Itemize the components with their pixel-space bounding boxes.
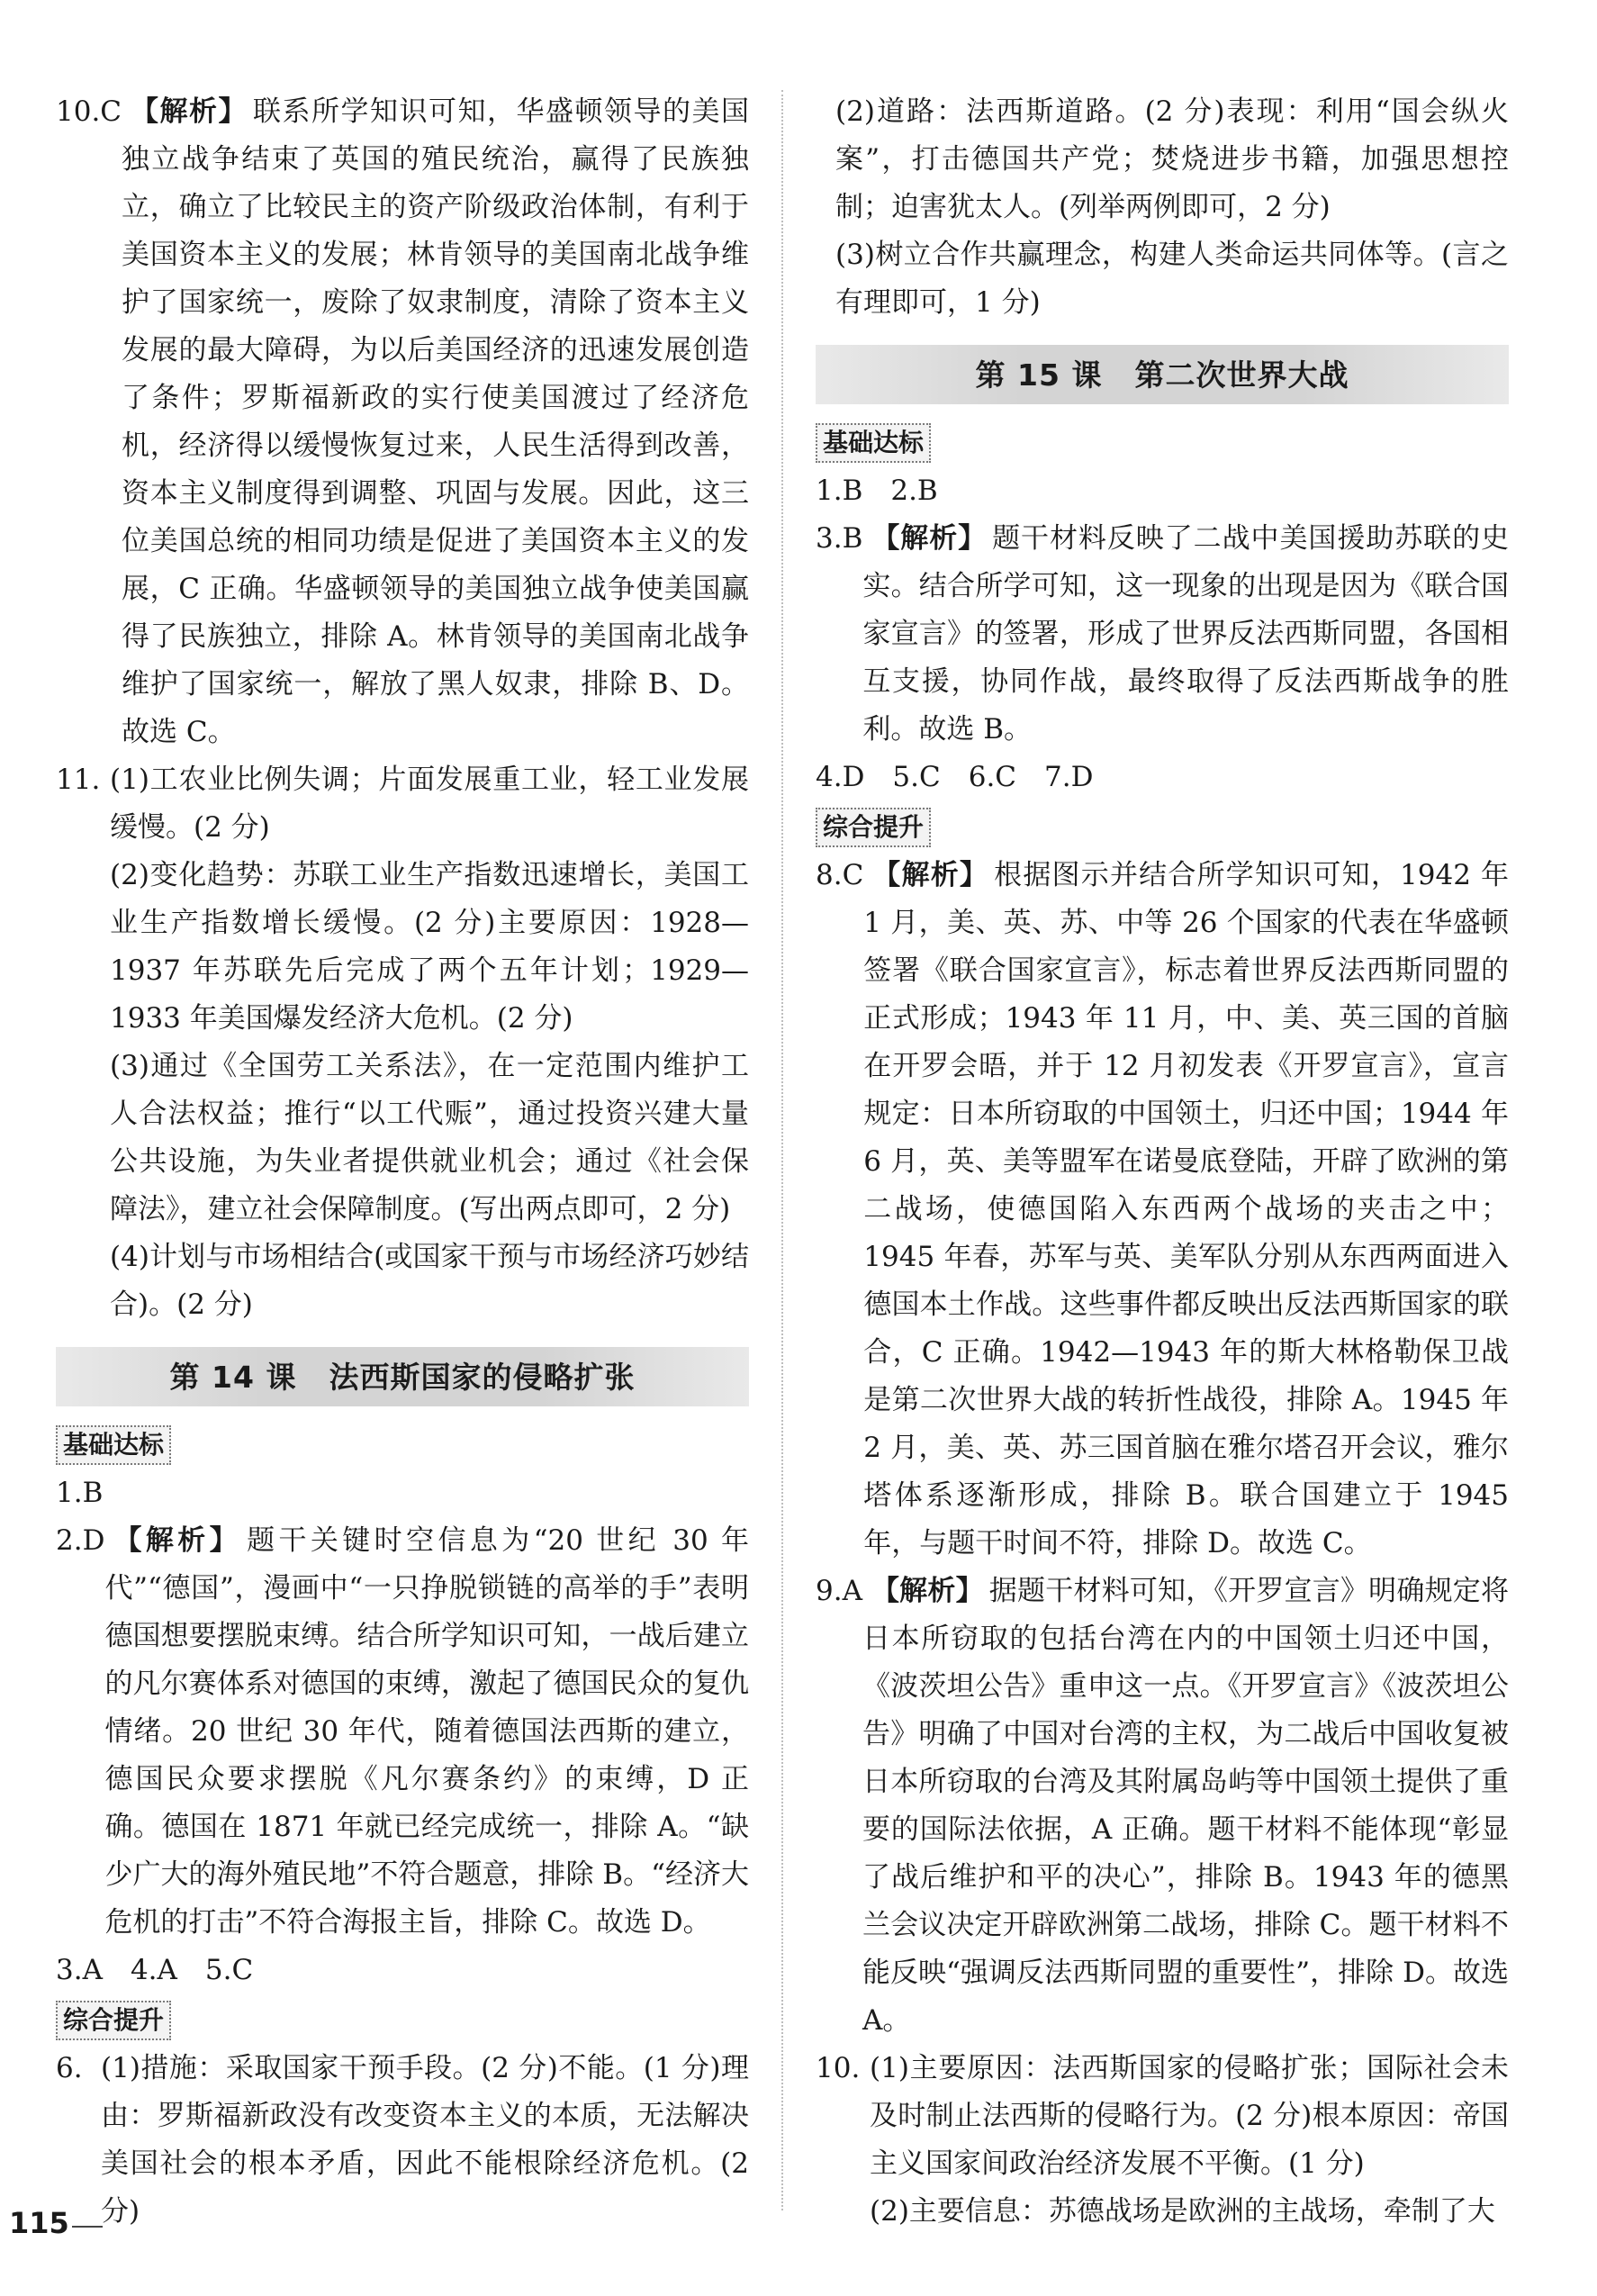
answers-4-7: 4.D 5.C 6.C 7.D <box>816 761 1094 793</box>
page-number: 115 <box>9 2206 69 2240</box>
answer-11 <box>56 756 749 852</box>
answer-6 <box>56 2045 749 2236</box>
answer-1: 1.B <box>56 1477 104 1509</box>
analysis-tag: 【解析】 <box>131 95 248 128</box>
answer-body <box>122 88 749 756</box>
advanced-tag: 综合提升 <box>56 2001 171 2040</box>
answer-body <box>862 515 1509 754</box>
analysis-text: 根据图示并结合所学知识可知，1942 年 1 月，美、英、苏、中等 26 个国家的代表在华盛顿签署《联合国家宣言》，标志着世界反法西斯同盟的正式形成；1943 年 11 月，中、美、英三国的首脑在开罗会晤，并于 12 月初发表《开罗宣言》，宣言规定：日本所窃取的中国领土，归还中国；1944 年 6 月，英、美等盟军在诺曼底登陆，开辟了欧洲的第二战场，使德国陷入东西两个战场的夹击之中；1945 年春，苏军与英、美军队分别从东西两面进入德国本土作战。这些事件都反映出反法西斯国家的联合，C 正确。1942—1943 年的斯大林格勒保卫战是第二次世界大战的转折性战役，排除 A。1945 年 2 月，美、英、苏三国首脑在雅尔塔召开会议，雅尔塔体系逐渐形成，排除 B。联合国建立于 1945 年，与题干时间不符，排除 D。故选 C。 <box>863 859 1510 1559</box>
answer-part: (1)主要原因：法西斯国家的侵略扩张；国际社会未及时制止法西斯的侵略行为。(2 分)根本原因：帝国主义国家间政治经济发展不平衡。(1 分) <box>870 2052 1509 2180</box>
answer-10 <box>56 88 749 756</box>
answer-number: 3.B <box>816 522 863 555</box>
analysis-text: 据题干材料可知，《开罗宣言》明确规定将日本所窃取的包括台湾在内的中国领土归还中国，《波茨坦公告》重申这一点。《开罗宣言》《波茨坦公告》明确了中国对台湾的主权，为二战后中国收复被日本所窃取的台湾及其附属岛屿等中国领土提供了重要的国际法依据，A 正确。题干材料不能体现“彰显了战后维护和平的决心”，排除 B。1943 年的德黑兰会议决定开辟欧洲第二战场，排除 C。题干材料不能反映“强调反法西斯同盟的重要性”，排除 D。故选 A。 <box>862 1575 1510 2037</box>
answer-part: (3)通过《全国劳工关系法》，在一定范围内维护工人合法权益；推行“以工代赈”，通过投资兴建大量公共设施，为失业者提供就业机会；通过《社会保障法》，建立社会保障制度。(写出两点即可，2 分) <box>110 1050 749 1225</box>
basic-tag: 基础达标 <box>56 1425 171 1465</box>
answer-number: 11. <box>56 764 101 796</box>
column-divider <box>781 90 783 2210</box>
analysis-text: 题干材料反映了二战中美国援助苏联的史实。结合所学可知，这一现象的出现是因为《联合国家宣言》的签署，形成了世界反法西斯同盟，各国相互支援，协同作战，最终取得了反法西斯战争的胜利。故选 B。 <box>862 522 1510 746</box>
analysis-tag: 【解析】 <box>871 522 988 555</box>
answer-number: 6. <box>56 2052 83 2084</box>
analysis-tag: 【解析】 <box>872 859 989 891</box>
page-number-dash <box>72 2226 103 2228</box>
answer-body <box>862 1568 1509 2045</box>
lesson-15-title <box>816 345 1509 404</box>
analysis-tag: 【解析】 <box>871 1575 984 1607</box>
answer-number: 10. <box>816 2052 861 2084</box>
answer-number: 8.C <box>816 859 864 891</box>
lesson-number: 第 14 课 <box>169 1359 297 1395</box>
answers-3-5: 3.A 4.A 5.C <box>56 1954 254 1986</box>
answers-1-2: 1.B 2.B <box>816 475 938 507</box>
analysis-tag: 【解析】 <box>113 1524 242 1557</box>
answer-part: (2)主要信息：苏德战场是欧洲的主战场，牵制了大 <box>870 2195 1495 2228</box>
lesson-14-title <box>56 1347 749 1406</box>
analysis-text: 联系所学知识可知，华盛顿领导的美国独立战争结束了英国的殖民统治，赢得了民族独立，确立了比较民主的资产阶级政治体制，有利于美国资本主义的发展；林肯领导的美国南北战争维护了国家统一，废除了奴隶制度，清除了资本主义发展的最大障碍，为以后美国经济的迅速发展创造了条件；罗斯福新政的实行使美国渡过了经济危机，经济得以缓慢恢复过来，人民生活得到改善，资本主义制度得到调整、巩固与发展。因此，这三位美国总统的相同功绩是促进了美国资本主义的发展，C 正确。华盛顿领导的美国独立战争使美国赢得了民族独立，排除 A。林肯领导的美国南北战争维护了国家统一，解放了黑人奴隶，排除 B、D。故选 C。 <box>122 95 750 748</box>
answer-part: (2)变化趋势：苏联工业生产指数迅速增长，美国工业生产指数增长缓慢。(2 分)主要原因：1928—1937 年苏联先后完成了两个五年计划；1929—1933 年美国爆发经济大危机。(2 分) <box>110 859 749 1035</box>
basic-tag: 基础达标 <box>816 423 931 463</box>
answer-8 <box>816 852 1509 1568</box>
left-column <box>56 88 749 2236</box>
answer-3 <box>816 515 1509 754</box>
answer-9 <box>816 1568 1509 2045</box>
analysis-text: 题干关键时空信息为“20 世纪 30 年代”“德国”，漫画中“一只挣脱锁链的高举的手”表明德国想要摆脱束缚。结合所学知识可知，一战后建立的凡尔赛体系对德国的束缚，激起了德国民众的复仇情绪。20 世纪 30 年代，随着德国法西斯的建立，德国民众要求摆脱《凡尔赛条约》的束缚，D 正确。德国在 1871 年就已经完成统一，排除 A。“缺少广大的海外殖民地”不符合题意，排除 B。“经济大危机的打击”不符合海报主旨，排除 C。故选 D。 <box>104 1524 750 1939</box>
answer-part: (4)计划与市场相结合(或国家干预与市场经济巧妙结合)。(2 分) <box>110 1241 749 1321</box>
right-column <box>816 88 1509 2236</box>
answer-number: 9.A <box>816 1575 862 1607</box>
answer-body <box>104 1517 749 1947</box>
answer-number: 2.D <box>56 1524 105 1557</box>
answer-number: 10.C <box>56 95 122 128</box>
answer-6-part-3: (3)树立合作共赢理念，构建人类命运共同体等。(言之有理即可，1 分) <box>835 239 1509 319</box>
lesson-number: 第 15 课 <box>975 357 1103 393</box>
answer-10 <box>816 2045 1509 2188</box>
lesson-title: 第二次世界大战 <box>1134 357 1349 393</box>
answer-6-part-2: (2)道路：法西斯道路。(2 分)表现：利用“国会纵火案”，打击德国共产党；焚烧进步书籍，加强思想控制；迫害犹太人。(列举两例即可，2 分) <box>835 95 1509 223</box>
advanced-tag: 综合提升 <box>816 808 931 847</box>
answer-part: (1)措施：采取国家干预手段。(2 分)不能。(1 分)理由：罗斯福新政没有改变资本主义的本质，无法解决美国社会的根本矛盾，因此不能根除经济危机。(2 分) <box>101 2052 749 2228</box>
answer-body <box>863 852 1509 1568</box>
answer-part: (1)工农业比例失调；片面发展重工业，轻工业发展缓慢。(2 分) <box>110 764 749 844</box>
answer-2 <box>56 1517 749 1947</box>
lesson-title: 法西斯国家的侵略扩张 <box>329 1359 636 1395</box>
